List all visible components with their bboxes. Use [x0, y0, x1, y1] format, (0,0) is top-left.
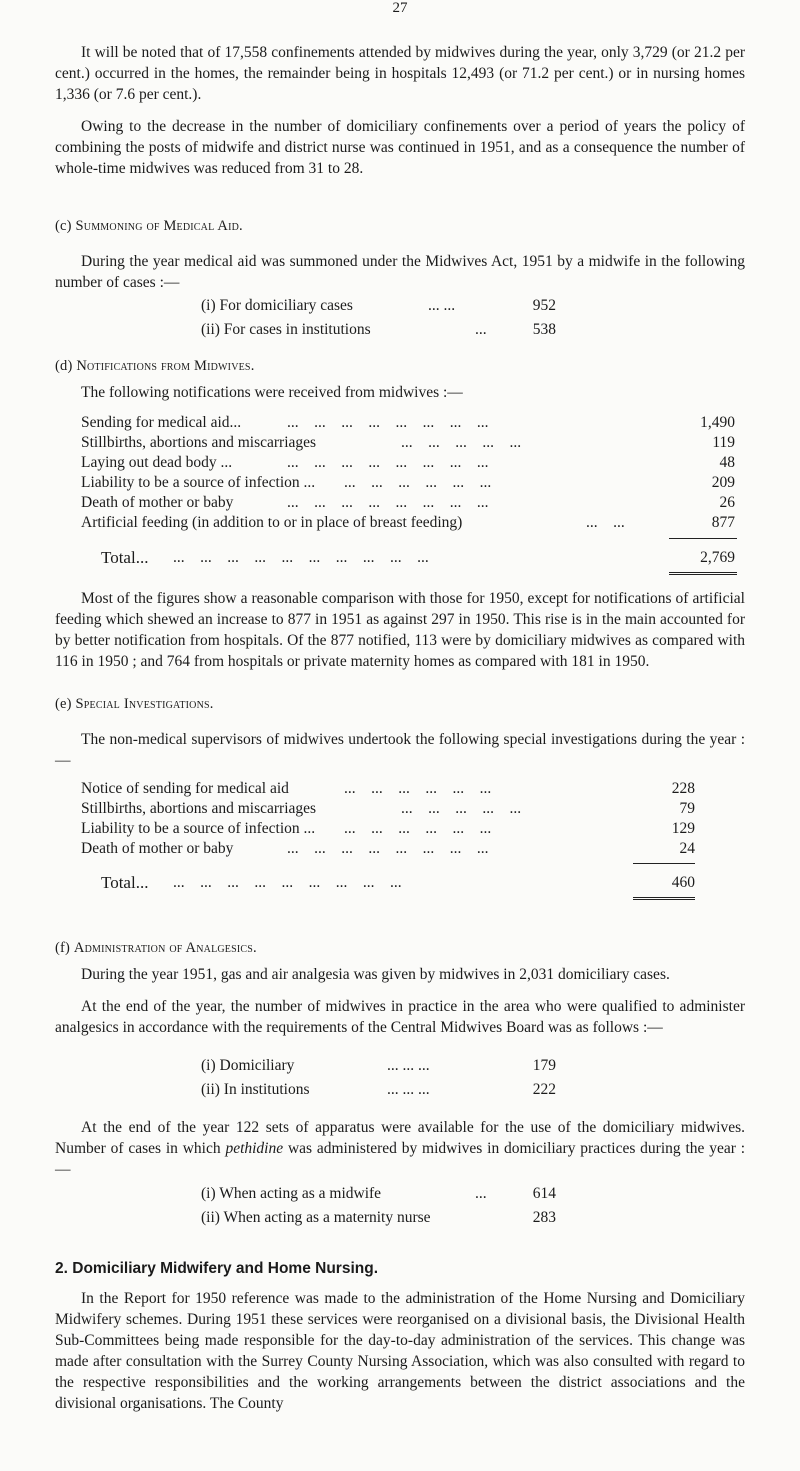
total-value: 460: [671, 874, 695, 891]
section-2-text-block: [55, 1288, 745, 1414]
list-item-label: (i) Domiciliary: [201, 1057, 295, 1074]
section-2-number: 2.: [55, 1260, 68, 1277]
table-row-label: Death of mother or baby: [81, 494, 234, 511]
leader-dots: ... ... ... ... ... ... ... ...: [287, 494, 489, 511]
table-row-label: Stillbirths, abortions and miscarriages: [81, 800, 317, 817]
section-d-text-block: [55, 382, 745, 403]
list-item: [55, 1183, 745, 1207]
leader-dots: ... ... ...: [387, 1057, 430, 1074]
table-row: [55, 492, 745, 512]
section-f-heading: [55, 938, 745, 959]
leader-dots: ... ... ... ... ... ... ... ...: [287, 414, 489, 431]
table-row: [55, 452, 745, 472]
section-2-title: Domiciliary Midwifery and Home Nursing.: [72, 1260, 379, 1277]
list-item-value: 614: [532, 1185, 556, 1202]
section-f-list-2: [55, 1183, 745, 1231]
section-d-heading: [55, 356, 745, 377]
list-item: [55, 1055, 745, 1079]
table-row: [55, 798, 745, 818]
total-rule: [633, 863, 695, 864]
list-item-value: 538: [532, 321, 556, 338]
leader-dots: ... ...: [586, 514, 625, 531]
total-label: Total...: [101, 873, 149, 892]
list-item-value: 283: [532, 1209, 556, 1226]
table-row-label: Notice of sending for medical aid: [81, 780, 289, 797]
section-f-paragraph-3-block: [55, 1117, 745, 1180]
section-e-heading: [55, 694, 745, 715]
list-item: [55, 319, 745, 343]
table-row: [55, 472, 745, 492]
table-row-label: Artificial feeding (in addition to or in place of breast feeding): [81, 514, 463, 531]
section-f-paragraph-3: [55, 1117, 745, 1180]
section-c-letter: (c): [55, 218, 72, 234]
section-e-text: The non-medical supervisors of midwives undertook the following special investigations during the year :—: [55, 731, 745, 769]
leader-dots: ... ...: [428, 297, 456, 314]
page-number: 27: [392, 0, 408, 16]
intro-paragraph-2: Owing to the decrease in the number of domiciliary confinements over a period of years the policy of combining the posts of midwife and district nurse was continued in 1951, and as a consequence the number of whole-time midwives was reduced from 31 to 28.: [55, 118, 745, 177]
section-e-text-block: [55, 729, 745, 771]
section-c-heading: [55, 216, 745, 237]
total-double-rule: [669, 572, 737, 575]
leader-dots: ... ... ... ... ... ...: [344, 820, 492, 837]
list-item-label: (ii) In institutions: [201, 1081, 310, 1098]
total-row: [55, 547, 745, 567]
table-row-value: 119: [712, 434, 735, 451]
leader-dots: ...: [475, 321, 487, 338]
section-d-letter: (d): [55, 358, 73, 374]
list-item-label: (i) When acting as a midwife: [201, 1185, 382, 1202]
list-item-value: 222: [532, 1081, 556, 1098]
table-row: [55, 512, 745, 532]
table-row-label: Stillbirths, abortions and miscarriages: [81, 434, 317, 451]
paragraph-text: At the end of the year 122 sets of apparatus were available for the use of the domiciliary midwives. Number of cases in which: [55, 1119, 745, 1157]
table-row-value: 48: [719, 454, 735, 471]
section-e-title: Special Investigations.: [75, 696, 214, 712]
leader-dots: ... ... ... ... ... ...: [344, 474, 492, 491]
leader-dots: ... ... ...: [387, 1081, 430, 1098]
section-2-heading: [55, 1258, 378, 1279]
list-item-label: (ii) For cases in institutions: [201, 321, 371, 338]
leader-dots: ... ... ... ... ... ... ... ...: [287, 454, 489, 471]
table-row: [55, 778, 745, 798]
section-f-list-1: [55, 1055, 745, 1103]
intro-paragraph-1: It will be noted that of 17,558 confinements attended by midwives during the year, only 3,729 (or 21.2 per cent.) occurred in the homes, the remainder being in hospitals 12,493 (or 71.2 per cent.) or in nursing homes 1,336 (or 7.6 per cent.).: [55, 44, 745, 103]
list-item: [55, 1207, 745, 1231]
leader-dots: ... ... ... ... ... ... ... ...: [287, 840, 489, 857]
total-row: [55, 872, 745, 892]
table-row: [55, 818, 745, 838]
list-item-value: 952: [532, 297, 556, 314]
table-row: [55, 412, 745, 432]
table-row: [55, 838, 745, 858]
section-d-text: The following notifications were received from midwives :—: [81, 384, 463, 401]
section-e-letter: (e): [55, 696, 72, 712]
table-row-value: 1,490: [700, 414, 735, 431]
list-item-label: (ii) When acting as a maternity nurse: [201, 1209, 431, 1226]
table-row-value: 877: [711, 514, 735, 531]
leader-dots: ... ... ... ... ... ... ... ... ...: [173, 874, 402, 891]
emphasis-pethidine: pethidine: [225, 1140, 284, 1157]
list-item-label: (i) For domiciliary cases: [201, 297, 353, 314]
section-c-list: [55, 295, 745, 343]
leader-dots: ...: [475, 1185, 487, 1202]
section-c-text-block: [55, 251, 745, 293]
table-row-label: Death of mother or baby: [81, 840, 234, 857]
table-row-value: 228: [671, 780, 695, 797]
table-row-value: 209: [711, 474, 735, 491]
section-f-title: Administration of Analgesics.: [73, 940, 257, 956]
section-d-paragraph-block: [55, 588, 745, 672]
total-double-rule: [633, 897, 695, 900]
total-rule: [669, 538, 737, 539]
investigations-table: [55, 778, 745, 892]
leader-dots: ... ... ... ... ... ... ... ... ... ...: [173, 549, 429, 566]
section-c-text: During the year medical aid was summoned under the Midwives Act, 1951 by a midwife in the following number of cases :—: [55, 253, 745, 291]
table-row-label: Laying out dead body ...: [81, 454, 233, 471]
intro-block: [55, 42, 745, 179]
section-f-paragraph-1: During the year 1951, gas and air analgesia was given by midwives in 2,031 domiciliary cases.: [81, 966, 670, 983]
section-f-text-block: [55, 964, 745, 1038]
table-row-label: Liability to be a source of infection ...: [81, 474, 316, 491]
table-row-label: Sending for medical aid...: [81, 414, 242, 431]
table-row-value: 26: [719, 494, 735, 511]
list-item-value: 179: [532, 1057, 556, 1074]
total-value: 2,769: [700, 549, 735, 566]
section-c-title: Summoning of Medical Aid.: [75, 218, 243, 234]
leader-dots: ... ... ... ... ...: [401, 800, 522, 817]
section-d-paragraph: Most of the figures show a reasonable comparison with those for 1950, except for notifications of artificial feeding which shewed an increase to 877 in 1951 as against 297 in 1950. This rise is in the main accounted for by better notification from hospitals. Of the 877 notified, 113 were by domiciliary midwives as compared with 116 in 1950 ; and 764 from hospitals or private maternity homes as compared with 181 in 1950.: [55, 590, 745, 670]
leader-dots: ... ... ... ... ... ...: [344, 780, 492, 797]
table-row-value: 129: [671, 820, 695, 837]
list-item: [55, 295, 745, 319]
section-f-paragraph-2: At the end of the year, the number of midwives in practice in the area who were qualified to administer analgesics in accordance with the requirements of the Central Midwives Board was as follows :—: [55, 998, 745, 1036]
notifications-table: [55, 412, 745, 567]
table-row-label: Liability to be a source of infection ...: [81, 820, 316, 837]
section-d-title: Notifications from Midwives.: [76, 358, 255, 374]
section-f-letter: (f): [55, 940, 71, 956]
leader-dots: ... ... ... ... ...: [401, 434, 522, 451]
table-row-value: 24: [679, 840, 695, 857]
section-2-paragraph: In the Report for 1950 reference was made to the administration of the Home Nursing and Domiciliary Midwifery schemes. During 1951 these services were reorganised on a divisional basis, the Divisional Health Sub-Committees being made responsible for the day-to-day administration of the services. This change was made after consultation with the Surrey County Nursing Association, which was also consulted with regard to the respective responsibilities and the working arrangements between the district associations and the divisional organisations. The County: [55, 1290, 745, 1412]
table-row: [55, 432, 745, 452]
paragraph-text: was administered by midwives in domiciliary practices during the year :—: [55, 1140, 746, 1178]
total-label: Total...: [101, 548, 149, 567]
table-row-value: 79: [679, 800, 695, 817]
list-item: [55, 1079, 745, 1103]
